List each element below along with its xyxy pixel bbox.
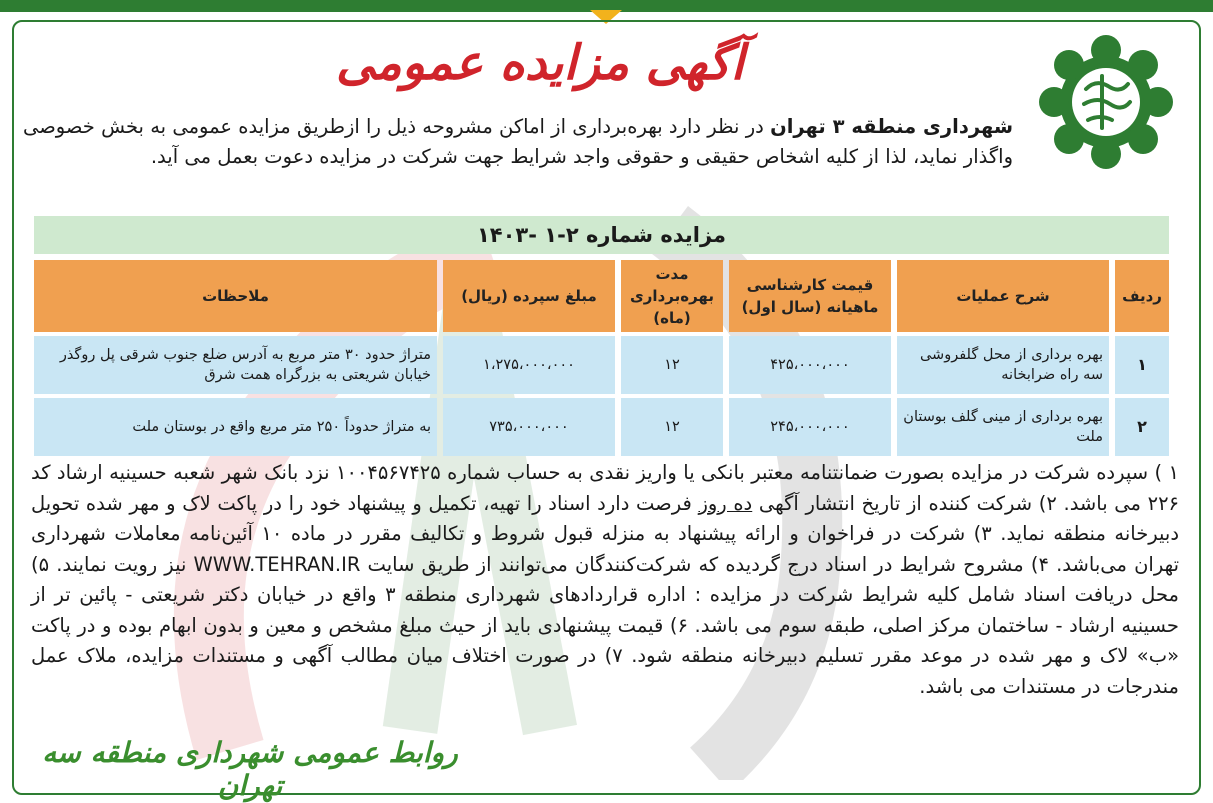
intro-bold-text: شهرداری منطقه ۳ تهران bbox=[770, 115, 1014, 138]
auction-table-section bbox=[34, 216, 1169, 456]
cell-notes: به متراژ حدوداً ۲۵۰ متر مربع واقع در بوستان ملت bbox=[34, 398, 437, 456]
footer-signature: روابط عمومی شهرداری منطقه سه تهران bbox=[42, 736, 458, 802]
cell-row-number: ۲ bbox=[1115, 398, 1169, 456]
conditions-underlined: ده روز bbox=[698, 491, 753, 515]
cell-deposit: ۱،۲۷۵،۰۰۰،۰۰۰ bbox=[443, 336, 615, 394]
cell-price: ۴۲۵،۰۰۰،۰۰۰ bbox=[729, 336, 891, 394]
auction-table bbox=[28, 256, 1175, 460]
cell-description: بهره برداری از مینی گلف بوستان ملت bbox=[897, 398, 1109, 456]
header-notes: ملاحظات bbox=[34, 260, 437, 332]
cell-price: ۲۴۵،۰۰۰،۰۰۰ bbox=[729, 398, 891, 456]
tehran-municipality-logo bbox=[1038, 34, 1174, 170]
table-header-row bbox=[34, 260, 1169, 332]
cell-deposit: ۷۳۵،۰۰۰،۰۰۰ bbox=[443, 398, 615, 456]
table-row bbox=[34, 398, 1169, 456]
auction-number-caption: مزایده شماره ۲-۱ -۱۴۰۳ bbox=[34, 216, 1169, 254]
ad-title: آگهی مزایده عمومی bbox=[336, 35, 744, 91]
conditions-part-2: فرصت دارد اسناد را تهیه، تکمیل و پیشنهاد خود را در پاکت لاک و مهر شده تحویل دبیرخانه منطقه نماید. ۳) شرکت در فراخوان و ارائه پیشنهاد به منزله قبول شروط و تکالیف مقرر در ماده ۱۰ آئین‌نامه معاملات شهرداری تهران می‌باشد. ۴) مشروح شرایط در اسناد درج گردیده که شرکت‌کنندگان می‌توانند از طریق سایت WWW.TEHRAN.IR نیز رویت نمایند. ۵) محل دریافت اسناد شامل کلیه شرایط شرکت در مزایده : اداره قراردادهای شهرداری منطقه ۳ واقع در خیابان دکتر شریعتی - پائین تر از حسینیه ارشاد - ساختمان مرکز اصلی، طبقه سوم می باشد. ۶) قیمت پیشنهادی باید از حیث مبلغ مشخص و معین و بدون ابهام بوده و در پاکت «ب» لاک و مهر شده در موعد مقرر تسلیم دبیرخانه منطقه شود. ۷) در صورت اختلاف میان مطالب آگهی و مستندات مزایده، ملاک عمل مندرجات در مستندات می باشد. bbox=[31, 491, 1179, 698]
header-description: شرح عملیات bbox=[897, 260, 1109, 332]
cell-duration: ۱۲ bbox=[621, 398, 723, 456]
header-row-number: ردیف bbox=[1115, 260, 1169, 332]
cell-notes: متراژ حدود ۳۰ متر مربع به آدرس ضلع جنوب شرقی پل روگذر خیابان شریعتی به بزرگراه همت شرق bbox=[34, 336, 437, 394]
intro-text: در نظر دارد بهره‌برداری از اماکن مشروحه ذیل را ازطریق مزایده عمومی به بخش خصوصی واگذار نماید، لذا از کلیه اشخاص حقیقی و حقوقی واجد شرایط جهت شرکت در مزایده دعوت بعمل می آید. bbox=[23, 115, 1013, 168]
header-duration: مدت بهره‌برداری (ماه) bbox=[621, 260, 723, 332]
conditions-part-1: ۱ ) سپرده شرکت در مزایده بصورت ضمانتنامه معتبر بانکی یا واریز نقدی به حساب شماره ۱۰۰۴۵۶۷۴۲۵ نزد بانک شهر شعبه حسینیه ارشاد کد ۲۲۶ می باشد. ۲) شرکت کننده از تاریخ انتشار آگهی bbox=[31, 461, 1180, 515]
conditions-paragraph bbox=[31, 458, 1179, 702]
header-deposit: مبلغ سپرده (ریال) bbox=[443, 260, 615, 332]
intro-paragraph bbox=[23, 112, 1013, 172]
table-row bbox=[34, 336, 1169, 394]
cell-duration: ۱۲ bbox=[621, 336, 723, 394]
header-price: قیمت کارشناسی ماهیانه (سال اول) bbox=[729, 260, 891, 332]
cell-row-number: ۱ bbox=[1115, 336, 1169, 394]
cell-description: بهره برداری از محل گلفروشی سه راه ضرابخانه bbox=[897, 336, 1109, 394]
